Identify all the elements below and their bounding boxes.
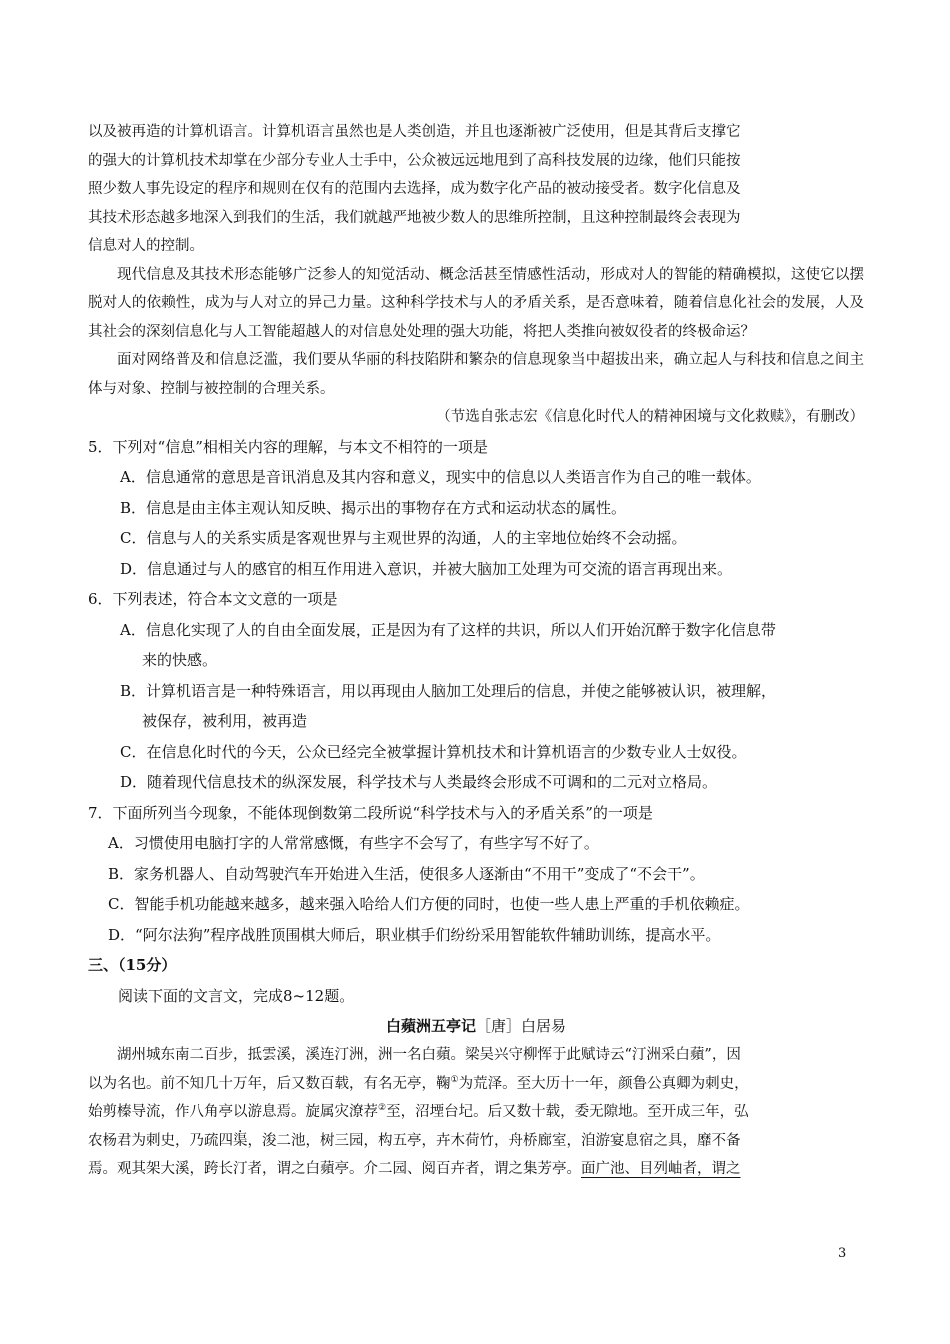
option-c: C．智能手机功能越来越多，越来强入哈给人们方便的同时，也使一些人患上严重的手机依赖症。 — [108, 895, 750, 913]
classical-line — [88, 1070, 864, 1099]
emphasized-character: 以 — [233, 1104, 248, 1120]
option-a: A．信息化实现了人的自由全面发展，正是因为有了这样的共识，所以人们开始沉醉于数字化信息带 — [120, 620, 776, 639]
option-b-continued: 被保存，被利用，被再造 — [142, 712, 308, 730]
classical-text-segment: 为荒泽。至大历十一年，颜鲁公真卿为刺史， — [458, 1075, 749, 1092]
section-3 — [88, 950, 864, 1011]
question-7 — [88, 798, 864, 951]
classical-title — [88, 1011, 864, 1041]
underlined-sentence: 面广池、目列岫者，谓之 — [581, 1161, 741, 1177]
essay-dynasty: ［唐］ — [475, 1017, 521, 1035]
option-a: A．信息通常的意思是音讯消息及其内容和意义，现实中的信息以人类语言作为自己的唯一载体。 — [120, 468, 761, 486]
page-body — [88, 118, 864, 1184]
footnote-marker: ① — [450, 1074, 459, 1085]
classical-text-segment: 至，沼堙台圮。后又数十载，委无隙地。至开成三年，弘 — [386, 1104, 749, 1120]
option-d: D．“阿尔法狗”程序战胜顶围棋大师后，职业棋手们纷纷采用智能软件辅助训练，提高水平。 — [108, 925, 721, 944]
classical-line: 农杨君为刺史，乃疏四渠，浚二池，树三园，构五亭，卉木荷竹，舟桥廊室，洎游宴息宿之具，靡不备 — [88, 1132, 741, 1149]
section-heading: 三、（15分） — [88, 956, 177, 974]
question-stem: 7．下面所列当今现象，不能体现倒数第二段所说“科学技术与入的矛盾关系”的一项是 — [88, 803, 653, 822]
option-b: B．计算机语言是一种特殊语言，用以再现由人脑加工处理后的信息，并使之能够被认识，被理解， — [120, 681, 777, 700]
page-number: 3 — [838, 1246, 847, 1261]
question-stem: 6．下列表述，符合本文文意的一项是 — [88, 590, 338, 608]
passage-line: 照少数人事先设定的程序和规则在仅有的范围内去选择，成为数字化产品的被动接受者。数字化信息及 — [88, 181, 741, 197]
question-5 — [88, 432, 864, 585]
option-a: A．习惯使用电脑打字的人常常感慨，有些字不会写了，有些字写不好了。 — [108, 834, 599, 852]
passage-source: （节选自张志宏《信息化时代人的精神困境与文化救赎》，有删改） — [436, 409, 864, 425]
passage-paragraph-2: 现代信息及其技术形态能够广泛参人的知觉活动、概念活甚至情感性活动，形成对人的智能的精确模拟，这使它以摆脱对人的依赖性，成为与人对立的异己力量。这种科学技术与人的矛盾关系，是否意味着，随着信息化社会的发展，人及其社会的深刻信息化与人工智能超越人的对信息处处理的强大功能，将把人类推向被奴役者的终极命运？ — [88, 266, 864, 340]
passage-line: 其技术形态越多地深入到我们的生活，我们就越严地被少数人的思维所控制，且这种控制最终会表现为 — [88, 209, 741, 226]
section-instruction: 阅读下面的文言文，完成8~12题。 — [118, 986, 355, 1005]
option-c: C．在信息化时代的今天，公众已经完全被掌握计算机技术和计算机语言的少数专业人士奴役。 — [120, 742, 747, 761]
classical-line: 湖州城东南二百步，抵雲溪，溪连汀洲，洲一名白蘋。梁吴兴守柳恽于此赋诗云“汀洲采白蘋”，因 — [117, 1047, 741, 1063]
classical-line — [88, 1155, 864, 1184]
question-stem: 5．下列对“信息”相相关内容的理解，与本文不相符的一项是 — [88, 437, 488, 456]
option-b: B．家务机器人、自动驾驶汽车开始进入生活，使很多人逐渐由“不用干”变成了“不会干”。 — [108, 864, 705, 883]
essay-title: 白蘋洲五亭记 — [385, 1017, 476, 1035]
option-c: C．信息与人的关系实质是客观世界与主观世界的沟通，人的主宰地位始终不会动摇。 — [120, 529, 687, 547]
classical-line — [88, 1098, 864, 1127]
classical-text-segment: 以为名也。前不知几十万年，后又数百载，有名无亭，鞠 — [88, 1075, 451, 1092]
passage-line: 信息对人的控制。 — [88, 238, 204, 254]
option-d: D．信息通过与人的感官的相互作用进入意识，并被大脑加工处理为可交流的语言再现出来。 — [120, 559, 733, 578]
essay-author: 白居易 — [521, 1017, 567, 1035]
classical-text-segment: 焉。观其架大溪，跨长汀者，谓之白蘋亭。介二园、阅百卉者，谓之集芳亭。 — [88, 1161, 581, 1177]
question-6 — [88, 584, 864, 798]
classical-text-segment: 游息焉。旋属灾潦荐 — [247, 1104, 378, 1120]
option-b: B．信息是由主体主观认知反映、揭示出的事物存在方式和运动状态的属性。 — [120, 498, 627, 517]
passage-paragraph-3: 面对网络普及和信息泛滥，我们要从华丽的科技陷阱和繁杂的信息现象当中超拔出来，确立起人与科技和信息之间主体与对象、控制与被控制的合理关系。 — [88, 352, 864, 397]
passage — [88, 118, 864, 432]
classical-text-segment: 始剪榛导流，作八角亭 — [88, 1104, 233, 1120]
footnote-marker: ② — [378, 1103, 387, 1114]
passage-line: 的强大的计算机技术却掌在少部分专业人士手中，公众被远远地甩到了高科技发展的边缘，他们只能按 — [88, 152, 741, 169]
passage-line: 以及被再造的计算机语言。计算机语言虽然也是人类创造，并且也逐渐被广泛使用，但是其背后支撑它 — [88, 124, 741, 140]
option-a-continued: 来的快感。 — [142, 651, 218, 669]
option-d: D．随着现代信息技术的纵深发展，科学技术与人类最终会形成不可调和的二元对立格局。 — [120, 773, 718, 791]
classical-text — [88, 1041, 864, 1184]
